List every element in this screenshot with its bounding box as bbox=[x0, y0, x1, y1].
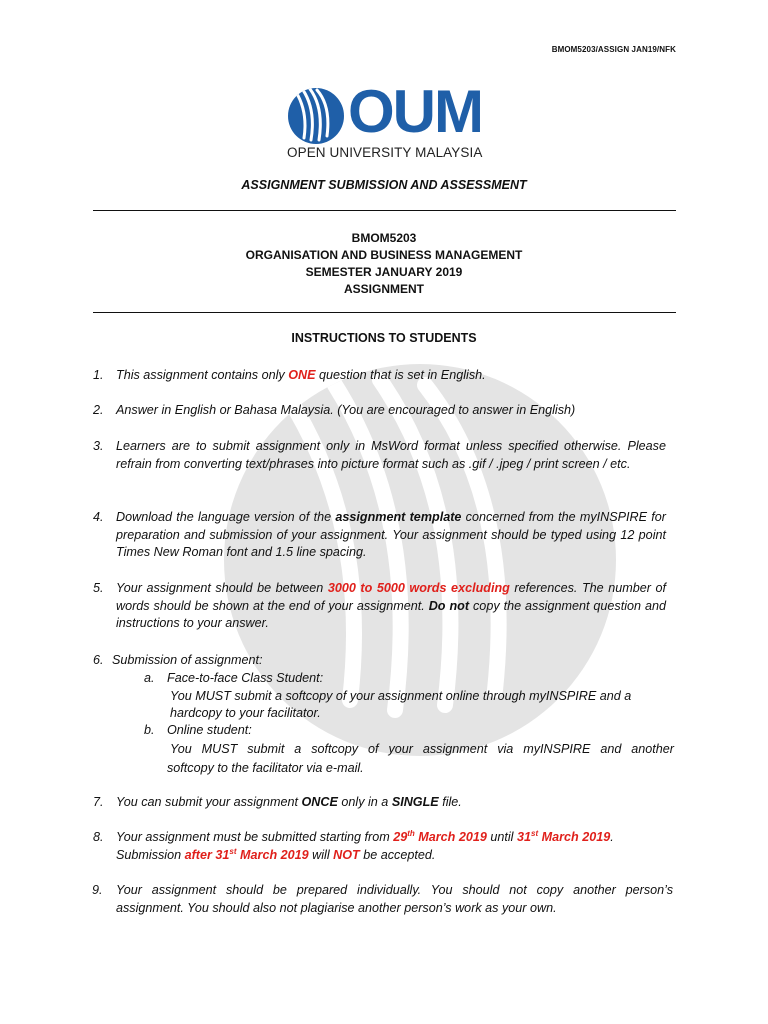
instruction-item-6: 6. Submission of assignment: bbox=[93, 653, 263, 667]
sub-item-b-label: b. bbox=[144, 723, 155, 737]
oum-logo bbox=[286, 78, 486, 162]
document-code: BMOM5203/ASSIGN JAN19/NFK bbox=[551, 45, 676, 54]
sub-item-b-line1: You MUST submit a softcopy of your assignment via myINSPIRE and another bbox=[170, 742, 674, 756]
course-semester: SEMESTER JANUARY 2019 bbox=[305, 265, 463, 279]
sub-item-b-line2: softcopy to the facilitator via e-mail. bbox=[167, 761, 364, 775]
sub-item-a-title: Face-to-face Class Student: bbox=[167, 671, 324, 685]
instruction-item-3: 3. Learners are to submit assignment only in MsWord format unless specified otherwise. Please refrain from converting text/phrases into picture format such as .gif / .jpeg / print screen / etc. bbox=[93, 439, 666, 471]
instruction-item-8: 8. Your assignment must be submitted starting from 29th March 2019 until 31st March 2019. Submission after 31st March 2019 will NOT be accepted. bbox=[93, 828, 614, 862]
logo-subtitle: OPEN UNIVERSITY MALAYSIA bbox=[287, 145, 483, 160]
bottom-divider bbox=[93, 312, 676, 313]
sub-item-a-label: a. bbox=[144, 671, 155, 685]
instructions-heading: INSTRUCTIONS TO STUDENTS bbox=[291, 331, 477, 345]
top-divider bbox=[93, 210, 676, 211]
course-type: ASSIGNMENT bbox=[343, 282, 424, 296]
oum-logo-icon bbox=[286, 86, 346, 146]
instruction-item-5: 5. Your assignment should be between 3000 to 5000 words excluding references. The number of words should be shown at the end of your assignment. Do not copy the assignment question and instructions to your answer. bbox=[93, 581, 667, 630]
sub-item-a-line2: hardcopy to your facilitator. bbox=[170, 706, 321, 720]
instruction-item-9: 9. Your assignment should be prepared individually. You should not copy another person’s assignment. You should also not plagiarise another person’s work as your own. bbox=[92, 883, 673, 915]
instruction-item-1: 1. This assignment contains only ONE question that is set in English. bbox=[93, 368, 486, 382]
course-code: BMOM5203 bbox=[351, 231, 417, 245]
instruction-item-4: 4. Download the language version of the assignment template concerned from the myINSPIRE for preparation and submission of your assignment. Your assignment should be typed using 12 point Times New Roman font and 1.5 line spacing. bbox=[93, 510, 666, 559]
instruction-item-7: 7. You can submit your assignment ONCE only in a SINGLE file. bbox=[93, 795, 462, 809]
document-title: ASSIGNMENT SUBMISSION AND ASSESSMENT bbox=[241, 178, 527, 192]
sub-item-b-title: Online student: bbox=[167, 723, 252, 737]
instruction-item-2: 2. Answer in English or Bahasa Malaysia. (You are encouraged to answer in English) bbox=[93, 403, 576, 417]
course-name: ORGANISATION AND BUSINESS MANAGEMENT bbox=[245, 248, 523, 262]
logo-wordmark: OUM bbox=[348, 78, 482, 145]
sub-item-a-line1: You MUST submit a softcopy of your assignment online through myINSPIRE and a bbox=[170, 689, 632, 703]
